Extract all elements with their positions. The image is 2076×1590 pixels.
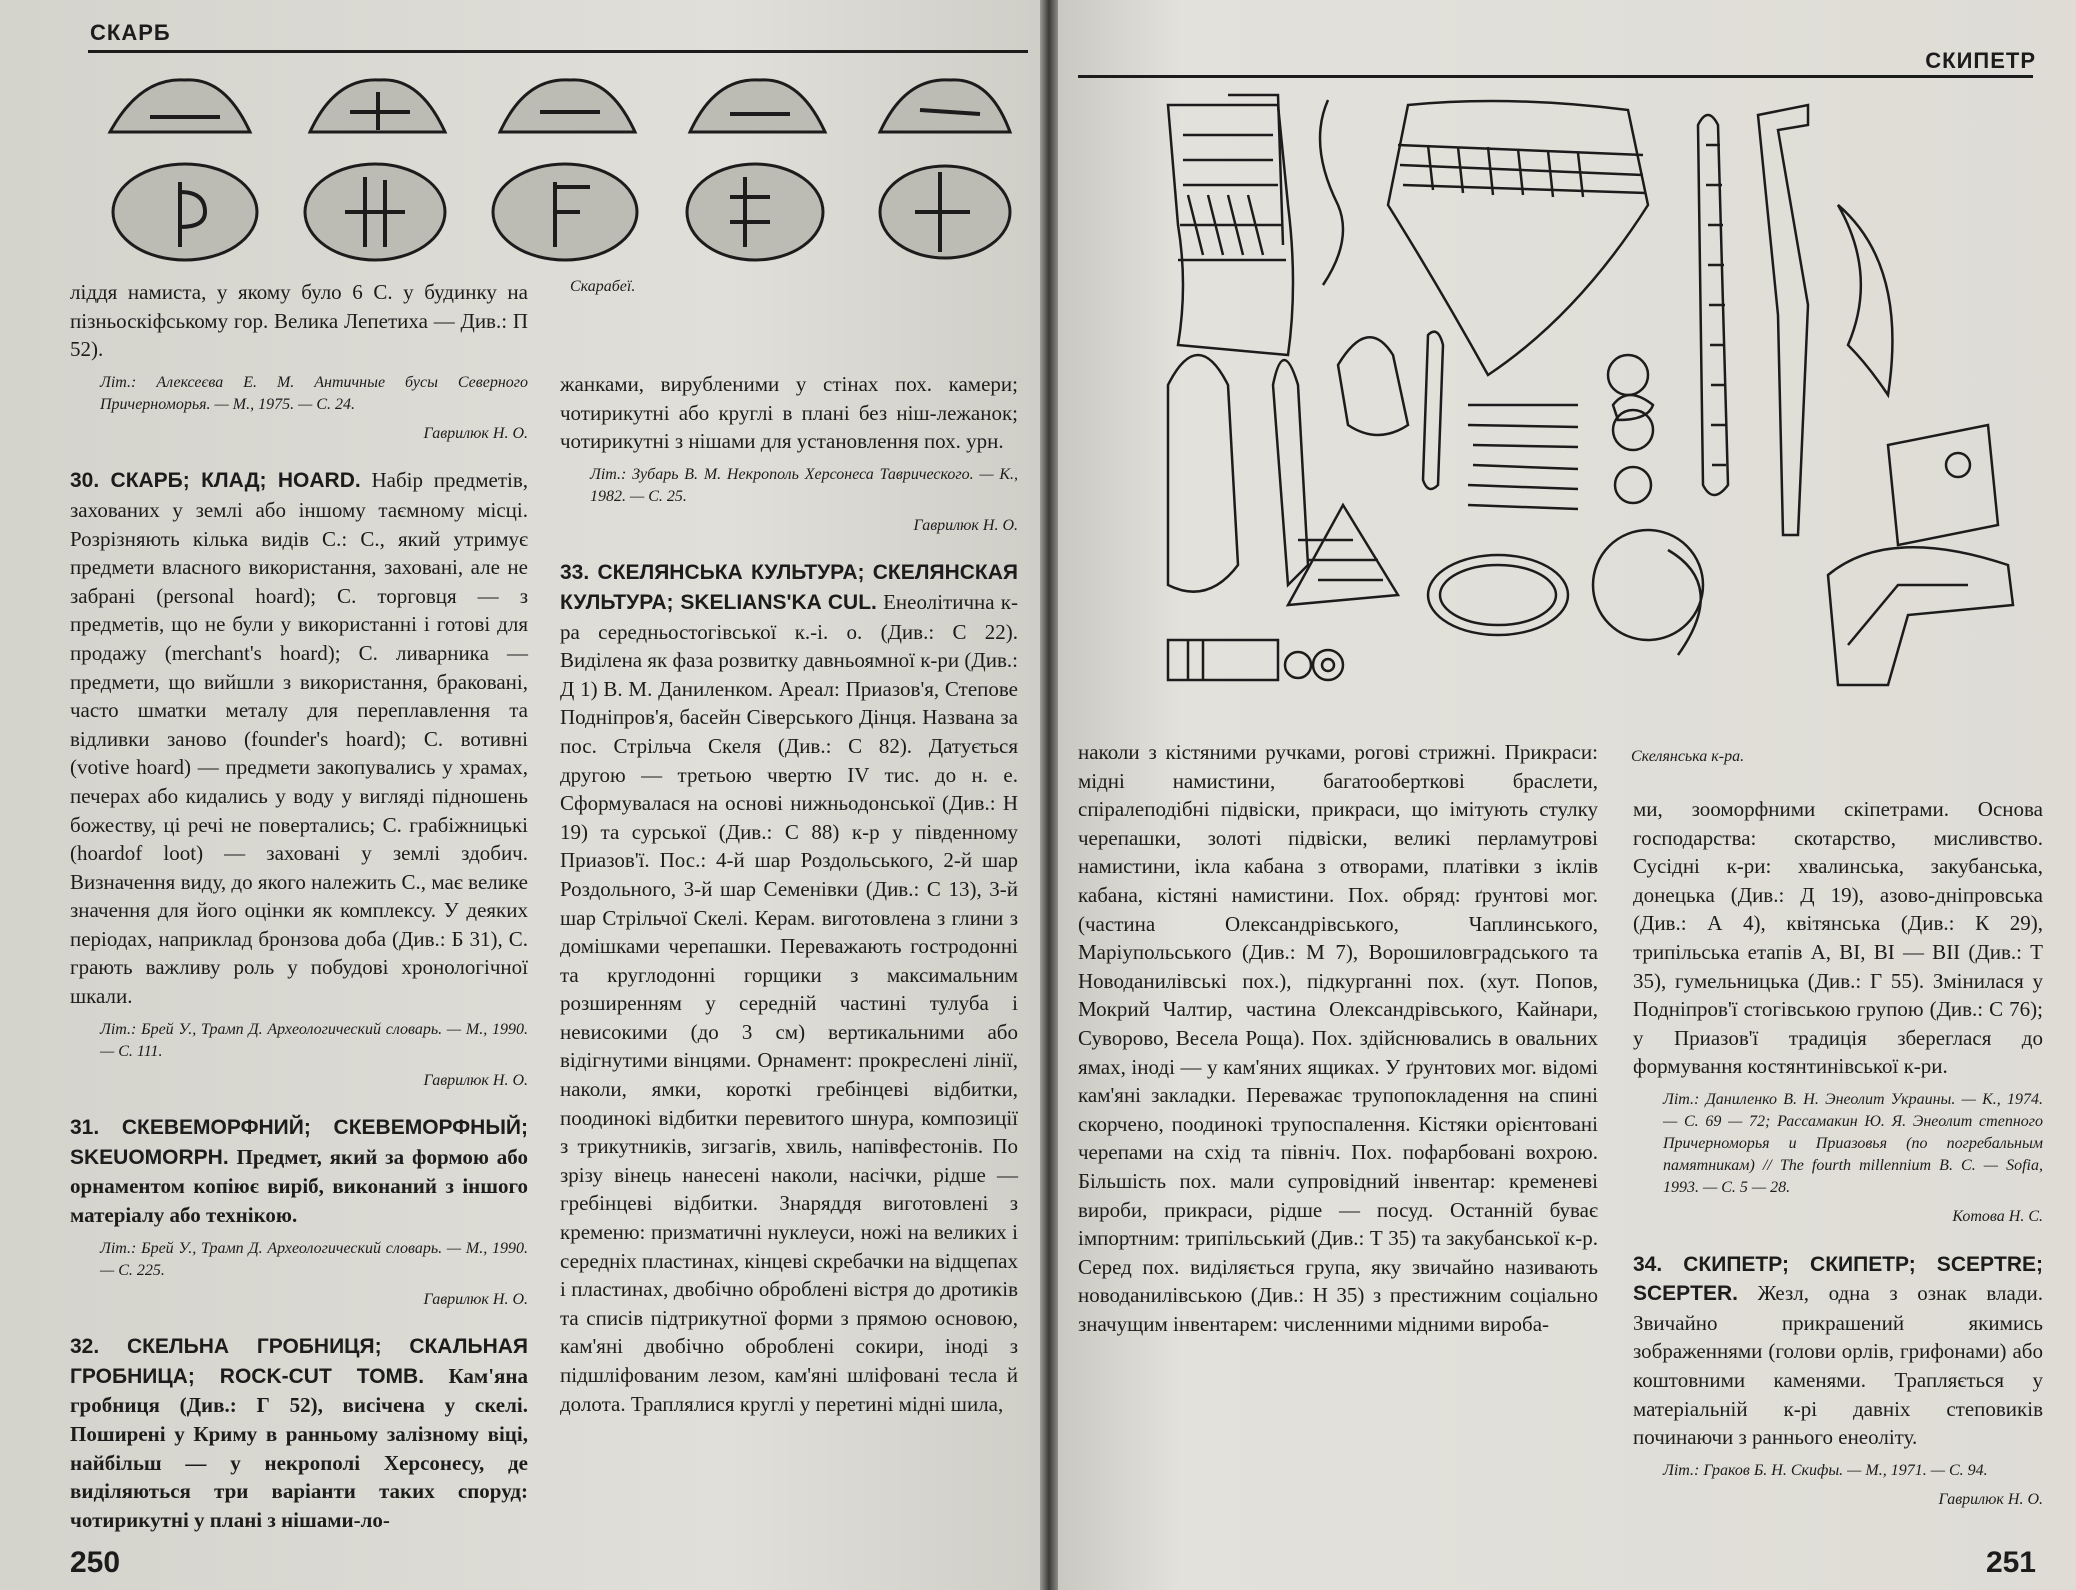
flint-point <box>1168 355 1238 592</box>
entry-30-text: Набір предметів, захованих у землі або іншому таємному місці. Розрізняють кілька видів С.: С., який утримує предмети власного використання, заховані, але не забрані (personal hoard); С. торговця — з предметів, що не були у використанні і готові для продажу (merchant's hoard); С. ливарника — предмети, що вийшли з використання, браковані, часто шматки металу для переплавлення та відливки заново (founder's hoard); С. вотивні (votive hoard) — предмети закопувались у храмах, печерах або кидались у воду у вигляді підношень божеству, ці речі не повертались; С. грабіжницькі (hoardof loot) — заховані у землі здобич. Визначення виду, до якого належить С., має велике значення для його оцінки як комплексу. У деяких періодах, наприклад бронзова доба (Див.: Б 31), С. грають важливу роль у побудові хронологічної шкали. <box>70 468 528 1009</box>
entry-34-text: Жезл, одна з ознак влади. Звичайно прикрашений якимись зображеннями (голови орлів, грифонами) або коштовними каменями. Трапляється у матеріальній к-рі давніх степовиків починаючи з раннього енеоліту. <box>1633 1281 2043 1450</box>
entry-29-literature: Літ.: Алексеєва Е. М. Античные бусы Северного Причерноморья. — М., 1975. — С. 24. <box>100 373 528 413</box>
entry-29-end: ліддя намиста, у якому було 6 С. у будинку на пізньоскіфському гор. Велика Лепетиха — Див.: П 52). <box>70 280 528 362</box>
scarab-3-top <box>500 80 635 132</box>
right-column-1 <box>1078 738 1598 1338</box>
pendant-2 <box>1613 410 1653 450</box>
page-number-right: 251 <box>1985 1546 2036 1579</box>
bone-tool <box>1423 332 1443 489</box>
entry-32-heading: 32. СКЕЛЬНА ГРОБНИЦЯ; СКАЛЬНАЯ ГРОБНИЦА; ROCK-CUT TOMB. <box>70 1335 528 1388</box>
entry-33-continued: наколи з кістяними ручками, рогові стрижні. Прикраси: мідні намистини, багатооберткові браслети, спіралеподібні підвіски, прикраси, що імітують стулку черепашки, золоті підвіски, великі перламутрові намистини, ікла кабана з отворами, платівки з іклів кабана, кістяні намистини. Пох. обряд: ґрунтові мог. (частина Олександрівського, Чаплинського, Маріупольського (Див.: М 7), Ворошиловградського та Новоданилівські пох.), підкурганні пох. (хут. Попов, Мокрий Чалтир, частина Олександрівського, Кайнари, Суворово, Весела Роща). Пох. здійснювались в овальних ямах, іноді — у кам'яних ящиках. У ґрунтових мог. відомі кам'яні закладки. Переважає трупопокладення на спині скорчено, поодинокі трупоспалення. Кістяки орієнтовані черепами на схід та північ. Пох. пофарбовані вохрою. Більшість пох. мали супровідний інвентар: кременеві вироби, прикраси, рідше — посуд. Останній буває імпортним: трипільський (Див.: Т 35) та закубанської к-р. Серед пох. виділяється група, яку звичайно називають новоданилівською (Див.: Н 35) з престижним соціально значущим інвентарем: численними мідними вироба- <box>1078 740 1598 1336</box>
entry-33-author: Котова Н. С. <box>1952 1207 2043 1225</box>
right-page <box>1058 0 2076 1590</box>
running-head-right: СКИПЕТР <box>1925 48 2036 73</box>
entry-32 <box>70 1332 528 1534</box>
entry-30-literature: Літ.: Брей У., Трамп Д. Археологический словарь. — М., 1990. — С. 111. <box>100 1020 528 1060</box>
adze <box>1338 337 1408 435</box>
bead-1 <box>1285 652 1311 678</box>
scarabs-figure <box>100 62 1020 262</box>
figure-caption-right: Скелянська к-ра. <box>1631 748 1745 765</box>
entry-31-heading: 31. СКЕВЕМОРФНИЙ; СКЕВЕМОРФНЫЙ; SKEUOMORPH. <box>70 1116 528 1169</box>
blade-handle <box>1758 105 1808 535</box>
pendant-1 <box>1608 355 1648 395</box>
vessel-profile <box>1320 100 1343 285</box>
entry-33-literature: Літ.: Даниленко В. Н. Энеолит Украины. — К., 1974. — С. 69 — 72; Рассамакин Ю. Я. Энеолит степного Причерноморья и Приазовья (по погребальным памятникам) // The fourth millennium B. C. — Sofia, 1993. — С. 5 — 28. <box>1663 1090 2043 1196</box>
entry-33 <box>560 558 1018 1418</box>
bead-2 <box>1313 650 1343 680</box>
entry-33-continued-2: ми, зооморфними скіпетрами. Основа господарства: скотарство, мисливство. Сусідні к-ри: хвалинська, закубанська, донецька (Див.: Д 19), азово-дніпровська (Див.: А 4), квітянська (Див.: К 29), трипільська етапів A, BI, BI — BII (Див.: Т 35), гумельницька (Див.: Г 55). Змінилася у Подніпров'ї стогівською групою (Див.: С 76); у Приазов'ї традиція збереглася до формування костянтинівської к-ри. <box>1633 797 2043 1079</box>
entry-34-author: Гаврилюк Н. О. <box>1938 1490 2043 1508</box>
running-head-rule-right <box>1078 75 2033 78</box>
entry-30-author: Гаврилюк Н. О. <box>423 1071 528 1089</box>
running-head-rule-left <box>88 50 1028 53</box>
blade-1 <box>1273 360 1308 585</box>
figure-caption-left: Скарабеї. <box>570 278 636 295</box>
scarab-1-base <box>113 164 257 260</box>
right-column-2 <box>1633 795 2043 1532</box>
entry-29-author: Гаврилюк Н. О. <box>423 424 528 442</box>
disc <box>1593 530 1703 640</box>
left-column-1 <box>70 278 528 1534</box>
boar-tusk <box>1838 205 1892 395</box>
entry-31-author: Гаврилюк Н. О. <box>423 1290 528 1308</box>
entry-31 <box>70 1113 528 1229</box>
entry-32-author: Гаврилюк Н. О. <box>913 516 1018 534</box>
spiral-bracelet <box>1468 405 1578 509</box>
left-column-2 <box>560 370 1018 1418</box>
entry-31-text: Предмет, який за формою або орнаментом копіює виріб, виконаний з іншого матеріалу або технікою. <box>70 1144 528 1228</box>
ring-1 <box>1428 555 1568 635</box>
skelianska-culture-figure <box>1108 85 2048 730</box>
entry-32-text: Кам'яна гробниця (Див.: Г 52), висічена у скелі. Поширені у Криму в ранньому залізному віці, найбільш — у некрополі Херсонесу, де виділяються три варіанти таких споруд: чотирикутні у плані з нішами-ло- <box>70 1363 529 1532</box>
tube-bead <box>1168 640 1278 680</box>
scarab-1-top <box>110 80 250 132</box>
entry-32-literature: Літ.: Зубарь В. М. Некрополь Херсонеса Таврического. — К., 1982. — С. 25. <box>590 465 1018 505</box>
pot-1 <box>1168 105 1293 355</box>
sceptre-head <box>1828 547 2013 685</box>
entry-34 <box>1633 1250 2043 1452</box>
entry-30-heading: 30. СКАРБ; КЛАД; HOARD. <box>70 469 361 493</box>
scarab-5-top <box>880 80 1010 132</box>
scarab-4-base <box>687 164 823 260</box>
pendant-3 <box>1615 467 1651 503</box>
stone-plaque <box>1888 425 1998 545</box>
book-gutter <box>1040 0 1058 1590</box>
entry-34-heading: 34. СКИПЕТР; СКИПЕТР; SCEPTRE; SCEPTER. <box>1633 1252 2043 1306</box>
scarab-4-top <box>690 80 825 132</box>
entry-32-continued: жанками, вирубленими у стінах пох. камери; чотирикутні або круглі в плані без ніш-лежанок; чотирикутні з нішами для установлення пох. урн. <box>560 372 1018 454</box>
pot-2 <box>1388 101 1648 375</box>
entry-34-literature: Літ.: Граков Б. Н. Скифы. — М., 1971. — С. 94. <box>1663 1461 1988 1479</box>
entry-33-heading: 33. СКЕЛЯНСЬКА КУЛЬТУРА; СКЕЛЯНСКАЯ КУЛЬТУРА; SKELIANS'KA CUL. <box>560 561 1018 614</box>
page-number-left: 250 <box>70 1546 121 1579</box>
entry-30 <box>70 466 528 1010</box>
entry-33-text: Енеолітична к-ра середньостогівської к.-і. о. (Див.: С 22). Виділена як фаза розвитку давньоямної к-ри (Див.: Д 1) В. М. Даниленком. Ареал: Приазов'я, Степове Подніпров'я, басейн Сіверського Дінця. Названа за пос. Стрільча Скеля (Див.: С 82). Датується другою — третьою чвертю IV тис. до н. е. Сформувалася на основі нижньодонської (Див.: Н 19) та сурської (Див.: С 88) к-р у південному Приазов'ї. Пос.: 4-й шар Роздольського, 2-й шар Роздольного, 3-й шар Семенівки (Див.: С 13), 3-й шар Стрільчої Скелі. Керам. виготовлена з глини з домішками черепашки. Переважають гостродонні та круглодонні горщики з максимальним розширенням у середній частині тулуба і невисокими (до 3 см) вертикальними або відігнутими вінцями. Орнамент: прокреслені лінії, наколи, ямки, короткі гребінцеві відбитки, поодинокі відбитки перевитого шнура, композиції з трикутників, зигзагів, хвиль, напівфестонів. По зрізу вінець нанесені наколи, насічки, рідше — гребінцеві відбитки. Знаряддя виготовлені з кременю: призматичні нуклеуси, ножі на великих і середніх пластинах, кінцеві скребачки на відщепах і пластинах, двобічно оброблені вістря до дротиків та списів підтрикутної форми з прямою основою, кам'яні двобічно оброблені сокири, іноді з підшліфованим лезом, кам'яні шліфовані тесла й долота. Траплялися круглі у перетині мідні шила, <box>560 589 1018 1416</box>
entry-31-literature: Літ.: Брей У., Трамп Д. Археологический словарь. — М., 1990. — С. 225. <box>100 1239 528 1279</box>
running-head-left: СКАРБ <box>90 20 171 45</box>
